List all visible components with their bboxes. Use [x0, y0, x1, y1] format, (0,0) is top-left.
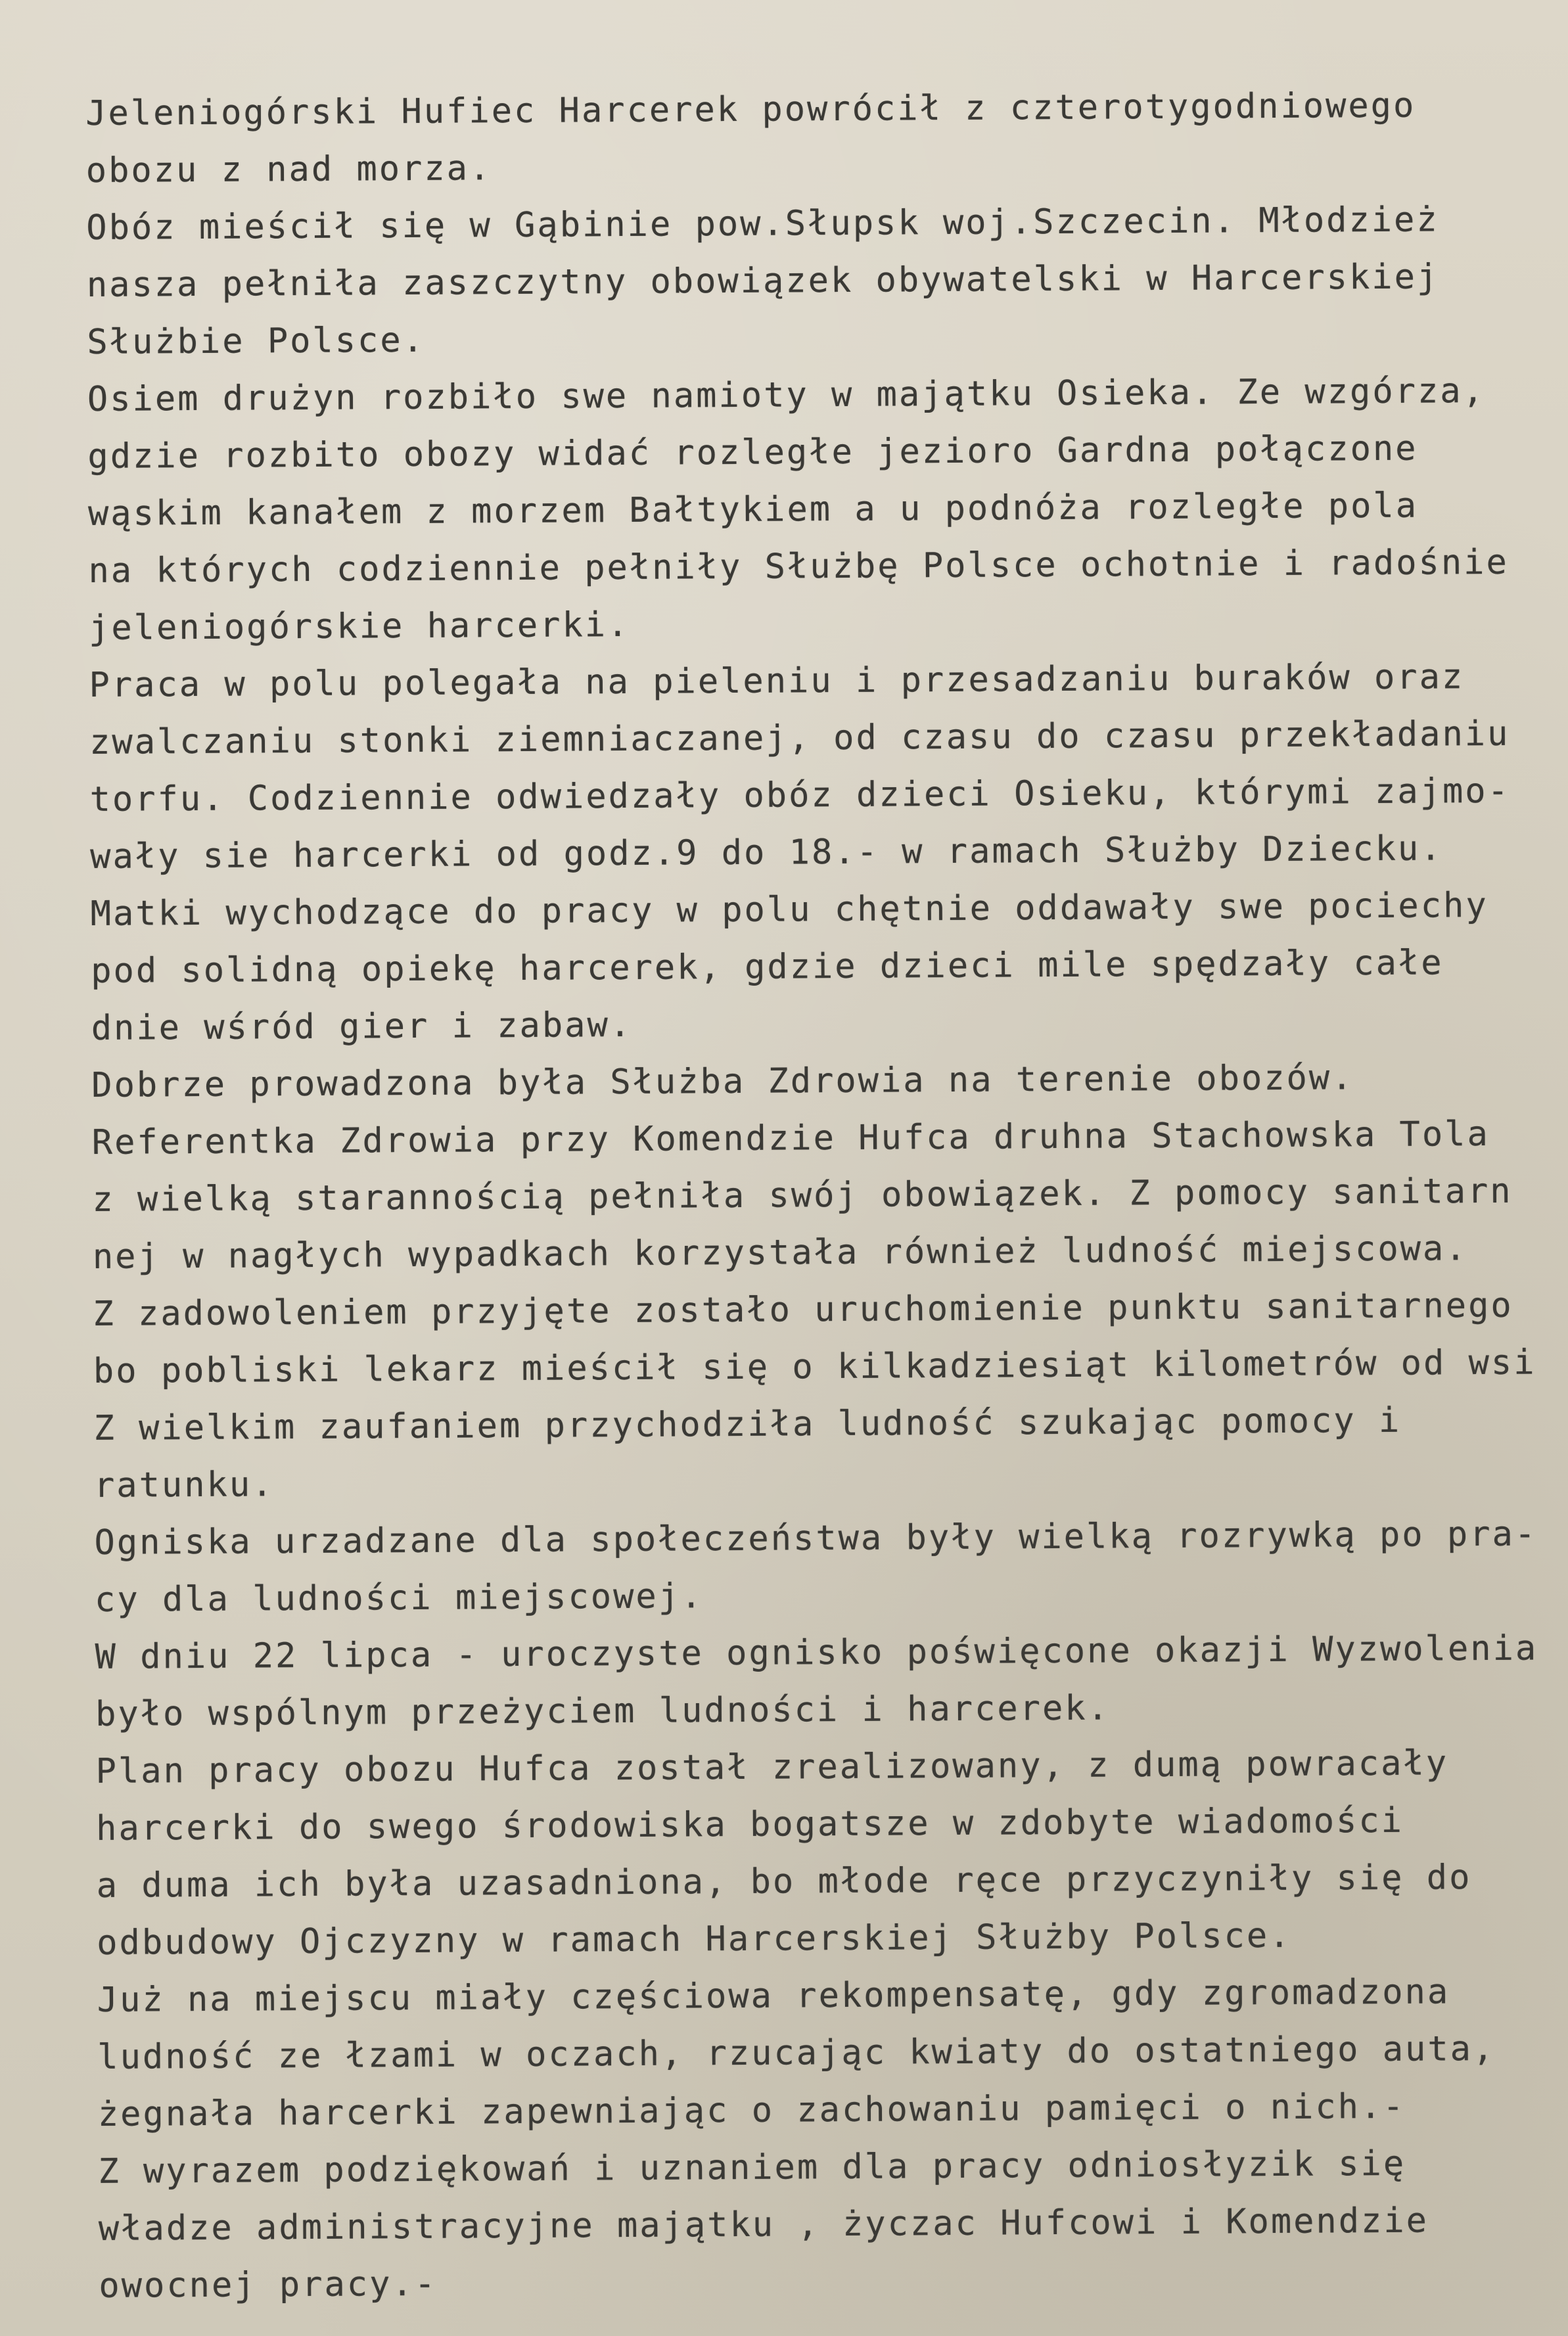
text-line: Referentka Zdrowia przy Komendzie Hufca druhna Stachowska Tola: [91, 1114, 1490, 1162]
text-line: Obóz mieścił się w Gąbinie pow.Słupsk woj.Szczecin. Młodzież: [86, 200, 1439, 248]
text-line: wąskim kanałem z morzem Bałtykiem a u podnóża rozległe pola: [87, 486, 1419, 534]
text-line: gdzie rozbito obozy widać rozległe jezioro Gardna połączone: [87, 428, 1418, 476]
text-line: Plan pracy obozu Hufca został zrealizowany, z dumą powracały: [95, 1743, 1449, 1791]
text-line: pod solidną opiekę harcerek, gdzie dzieci mile spędzały całe: [91, 943, 1444, 991]
text-line: władze administracyjne majątku , życzac Hufcowi i Komendzie: [98, 2201, 1429, 2249]
text-line: było wspólnym przeżyciem ludności i harcerek.: [95, 1688, 1111, 1734]
text-line: Jeleniogórski Hufiec Harcerek powrócił z czterotygodniowego: [85, 85, 1416, 133]
text-line: żegnała harcerki zapewniając o zachowaniu pamięci o nich.-: [97, 2086, 1406, 2134]
text-line: zwalczaniu stonki ziemniaczanej, od czasu do czasu przekładaniu: [89, 714, 1510, 762]
text-line: jeleniogórskie harcerki.: [88, 605, 630, 648]
text-line: owocnej pracy.-: [99, 2264, 438, 2306]
text-line: nasza pełniła zaszczytny obowiązek obywatelski w Harcerskiej: [86, 257, 1440, 305]
text-line: Osiem drużyn rozbiło swe namioty w majątku Osieka. Ze wzgórza,: [87, 371, 1486, 419]
document-body: [85, 77, 1545, 2315]
text-line: bo pobliski lekarz mieścił się o kilkadziesiąt kilometrów od wsi: [93, 1342, 1536, 1391]
text-line: Z wielkim zaufaniem przychodziła ludność szukając pomocy i: [93, 1400, 1402, 1448]
text-line: Matki wychodzące do pracy w polu chętnie oddawały swe pociechy: [90, 885, 1488, 934]
text-line: wały sie harcerki od godz.9 do 18.- w ramach Służby Dziecku.: [89, 829, 1443, 877]
text-line: Z wyrazem podziękowań i uznaniem dla pracy odniosłyzik się: [98, 2143, 1406, 2191]
text-line: dnie wśród gier i zabaw.: [91, 1005, 633, 1048]
text-line: a duma ich była uzasadniona, bo młode ręce przyczyniły się do: [96, 1858, 1472, 1906]
text-line: Służbie Polsce.: [87, 320, 426, 362]
text-line: ludność ze łzami w oczach, rzucając kwiaty do ostatniego auta,: [97, 2028, 1496, 2077]
text-line: harcerki do swego środowiska bogatsze w zdobyte wiadomości: [96, 1800, 1404, 1848]
text-line: Już na miejscu miały częściowa rekompensatę, gdy zgromadzona: [97, 1972, 1450, 2020]
text-line: na których codziennie pełniły Służbę Polsce ochotnie i radośnie: [88, 542, 1509, 591]
text-line: Z zadowoleniem przyjęte zostało uruchomienie punktu sanitarnego: [93, 1285, 1513, 1334]
text-line: Praca w polu polegała na pieleniu i przesadzaniu buraków oraz: [89, 657, 1465, 705]
text-line: Dobrze prowadzona była Służba Zdrowia na terenie obozów.: [91, 1058, 1354, 1105]
text-line: z wielką starannością pełniła swój obowiązek. Z pomocy sanitarn: [92, 1171, 1513, 1220]
text-line: Ogniska urzadzane dla społeczeństwa były wielką rozrywką po pra-: [94, 1514, 1538, 1563]
text-line: obozu z nad morza.: [85, 149, 492, 191]
text-line: torfu. Codziennie odwiedzały obóz dzieci Osieku, którymi zajmo-: [89, 771, 1511, 819]
text-line: odbudowy Ojczyzny w ramach Harcerskiej Służby Polsce.: [97, 1915, 1292, 1963]
text-line: cy dla ludności miejscowej.: [94, 1576, 704, 1620]
text-line: ratunku.: [93, 1465, 275, 1505]
text-line: W dniu 22 lipca - uroczyste ognisko poświęcone okazji Wyzwolenia: [95, 1628, 1538, 1677]
text-line: nej w nagłych wypadkach korzystała również ludność miejscowa.: [92, 1229, 1468, 1277]
